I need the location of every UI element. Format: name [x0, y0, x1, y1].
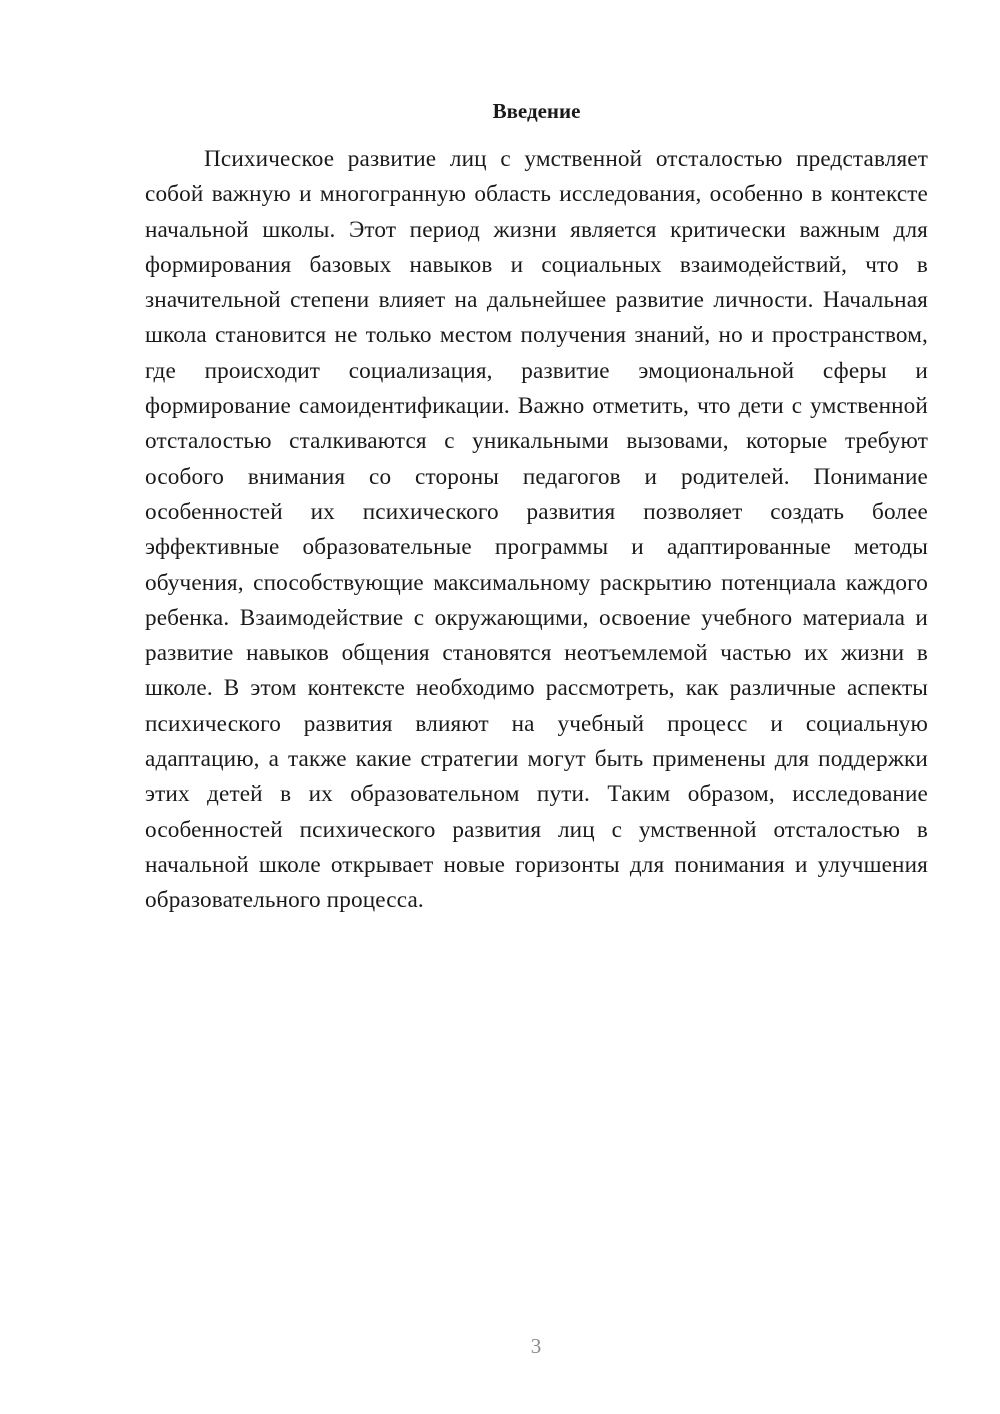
page-title: Введение [492, 99, 581, 123]
page-number: 3 [530, 1334, 542, 1358]
body-paragraph: Психическое развитие лиц с умственной отсталостью представляет собой важную и многогранную область исследования, особенно в контексте начальной школы. Этот период жизни является критически важным для формирования базовых навыков и социальных взаимодействий, что в значительной степени влияет на дальнейшее развитие личности. Начальная школа становится не только местом получения знаний, но и пространством, где происходит социализация, развитие эмоциональной сферы и формирование самоидентификации. Важно отметить, что дети с умственной отсталостью сталкиваются с уникальными вызовами, которые требуют особого внимания со стороны педагогов и родителей. Понимание особенностей их психического развития позволяет создать более эффективные образовательные программы и адаптированные методы обучения, способствующие максимальному раскрытию потенциала каждого ребенка. Взаимодействие с окружающими, освоение учебного материала и развитие навыков общения становятся неотъемлемой частью их жизни в школе. В этом контексте необходимо рассмотреть, как различные аспекты психического развития влияют на учебный процесс и социальную адаптацию, а также какие стратегии могут быть применены для поддержки этих детей в их образовательном пути. Таким образом, исследование особенностей психического развития лиц с умственной отсталостью в начальной школе открывает новые горизонты для понимания и улучшения образовательного процесса. [145, 146, 928, 914]
